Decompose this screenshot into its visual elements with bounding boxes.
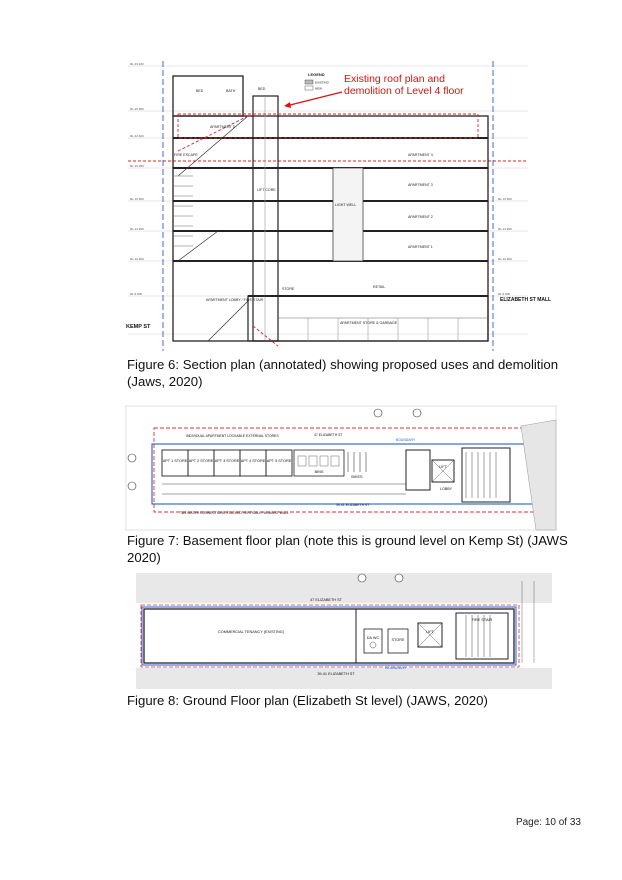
- street-bottom-label: 39-41 ELIZABETH ST: [336, 503, 370, 507]
- svg-text:RL 16.300: RL 16.300: [498, 197, 512, 201]
- commercial-tenancy-label: COMMERCIAL TENANCY (EXISTING): [218, 630, 284, 634]
- svg-text:RL 13.250: RL 13.250: [130, 227, 144, 231]
- lobby-label: LOBBY: [440, 487, 452, 491]
- svg-text:RL 25.300: RL 25.300: [130, 107, 144, 111]
- room-apartment-store: APARTMENT STORE & GARBAGE: [340, 321, 398, 325]
- tas-water-label: TAS WATER CONNECTIONS STACKED VERTICALLY AGAINST WALL: [180, 511, 289, 515]
- room-apartment-3: APARTMENT 3: [408, 183, 433, 187]
- svg-text:RL 22.400: RL 22.400: [130, 134, 144, 138]
- store-apt-3: APT 3 STORE: [214, 459, 240, 463]
- street-bottom-label: 39-41 ELIZABETH ST: [317, 672, 355, 676]
- legend-title: LEGEND: [308, 72, 325, 77]
- svg-text:RL 10.200: RL 10.200: [498, 257, 512, 261]
- room-apartment-2: APARTMENT 2: [408, 215, 433, 219]
- da-wc-label: DA WC: [366, 636, 380, 640]
- figure-8-ground-floor-plan: [136, 573, 552, 689]
- street-label-elizabeth: ELIZABETH ST MALL: [500, 297, 552, 303]
- street-top-label: 47 ELIZABETH ST: [310, 598, 342, 602]
- store-apt-5: APT 5 STORE: [266, 459, 292, 463]
- individual-stores-label: INDIVIDUAL APARTMENT LOCKABLE EXTERNAL STORES: [186, 434, 279, 438]
- lift-label: LIFT: [426, 630, 434, 634]
- svg-text:RL 13.250: RL 13.250: [498, 227, 512, 231]
- store-apt-2: APT 2 STORE: [188, 459, 214, 463]
- room-lobby: APARTMENT LOBBY / FIRE STAIR: [206, 298, 264, 302]
- lift-label: LIFT: [439, 465, 447, 469]
- store-apt-1: APT 1 STORE: [162, 459, 188, 463]
- room-bed-1: BED: [196, 89, 204, 93]
- bikes-label: BIKES: [351, 475, 363, 479]
- svg-text:RL 10.200: RL 10.200: [130, 257, 144, 261]
- boundary-label: BOUNDARY: [396, 438, 416, 442]
- room-store: STORE: [282, 287, 295, 291]
- street-label-kemp: KEMP ST: [126, 324, 151, 330]
- annotation-line-2: demolition of Level 4 floor: [344, 85, 464, 97]
- store-apt-4: APT 4 STORE: [240, 459, 266, 463]
- bins-label: BINS: [314, 470, 324, 474]
- figure-7-basement-plan: [126, 406, 556, 530]
- room-light-well: LIGHT WELL: [335, 203, 357, 207]
- svg-text:RL 19.350: RL 19.350: [130, 164, 144, 168]
- room-apartment-5: APARTMENT 5: [210, 125, 235, 129]
- figure-7-caption: Figure 7: Basement floor plan (note this is ground level on Kemp St) (JAWS 2020): [127, 533, 568, 565]
- svg-text:RL 6.900: RL 6.900: [130, 292, 143, 296]
- figure-6-section-drawing: [118, 56, 552, 356]
- store-label: STORE: [391, 638, 405, 642]
- figure-6-caption: Figure 6: Section plan (annotated) showing proposed uses and demolition (Jaws, 2020): [127, 357, 559, 389]
- fire-stair-label: FIRE STAIR: [471, 618, 493, 622]
- legend-existing: EXISTING: [315, 80, 330, 85]
- svg-text:RL 29.100: RL 29.100: [130, 62, 144, 66]
- boundary-label: BOUNDARY: [385, 666, 407, 670]
- room-lift-core: LIFT CORE: [257, 188, 276, 192]
- svg-text:RL 6.900: RL 6.900: [498, 292, 511, 296]
- room-bath: BATH: [226, 89, 236, 93]
- room-fire-escape: FIRE ESCAPE: [174, 153, 198, 157]
- room-apartment-1: APARTMENT 1: [408, 245, 433, 249]
- legend-new: NEW: [315, 86, 322, 91]
- annotation-line-1: Existing roof plan and: [344, 73, 445, 85]
- page-number: Page: 10 of 33: [515, 817, 581, 828]
- room-apartment-4: APARTMENT 4: [408, 153, 433, 157]
- street-top-label: 47 ELIZABETH ST: [314, 433, 343, 437]
- room-bed-2: BED: [258, 87, 266, 91]
- figure-8-caption: Figure 8: Ground Floor plan (Elizabeth St level) (JAWS, 2020): [127, 693, 488, 708]
- svg-text:RL 16.300: RL 16.300: [130, 197, 144, 201]
- room-retail: RETAIL: [373, 285, 386, 289]
